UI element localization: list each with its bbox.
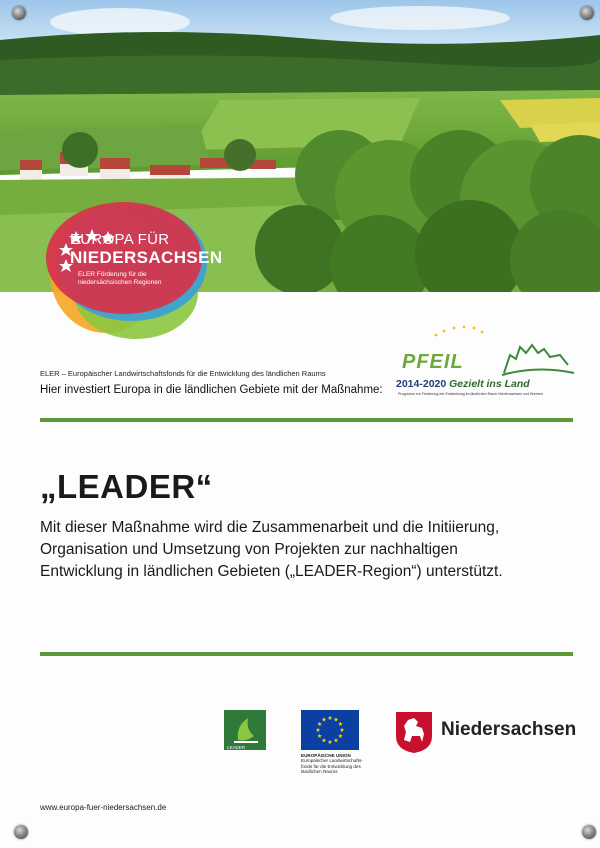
eu-star-icon — [338, 734, 343, 738]
pfeil-tagline: Gezielt ins Land — [449, 378, 530, 390]
leader-logo — [224, 710, 266, 750]
divider-rule-top — [40, 418, 573, 422]
corner-screw — [14, 825, 28, 839]
divider-rule-bottom — [40, 652, 573, 656]
eu-title: EUROPÄISCHE UNION — [301, 753, 351, 758]
eu-star-icon — [328, 740, 333, 744]
eu-caption-line: Europäischer Landwirtschafts- — [301, 758, 363, 764]
eu-star-icon — [334, 717, 339, 721]
eu-star-icon — [334, 738, 339, 742]
pfeil-wordmark: PFEIL — [402, 351, 464, 373]
badge-line3: ELER Förderung für die — [78, 271, 147, 278]
eu-caption — [301, 753, 371, 775]
footer-url: www.europa-fuer-niedersachsen.de — [40, 803, 167, 812]
corner-screw — [580, 6, 594, 20]
measure-line: Entwicklung in ländlichen Gebieten („LEADER-Region“) unterstützt. — [40, 563, 503, 580]
badge-line1: EUROPA FÜR — [70, 231, 170, 248]
eu-star-icon — [316, 728, 321, 732]
eu-star-icon — [338, 722, 343, 726]
badge-text — [70, 231, 223, 287]
badge-line2: NIEDERSACHSEN — [70, 248, 223, 267]
corner-screw — [12, 6, 26, 20]
eler-fund-name: ELER – Europäischer Landwirtschaftsfonds für die Entwicklung des ländlichen Raums — [40, 369, 326, 378]
eu-star-icon — [317, 722, 322, 726]
pfeil-period — [396, 378, 530, 390]
eu-star-icon — [340, 728, 345, 732]
leader-logo-text: LEADER — [227, 745, 246, 750]
pfeil-years: 2014-2020 — [396, 378, 447, 390]
eu-star-icon — [328, 716, 333, 720]
measure-description — [40, 517, 580, 583]
measure-title: „LEADER“ — [40, 468, 213, 505]
measure-line: Mit dieser Maßnahme wird die Zusammenarbeit und die Initiierung, — [40, 519, 500, 536]
eu-star-icon — [317, 734, 322, 738]
eler-intro: Hier investiert Europa in die ländlichen Gebiete mit der Maßnahme: — [40, 384, 383, 396]
eu-flag-logo — [301, 710, 359, 750]
niedersachsen-wordmark: Niedersachsen — [441, 719, 577, 740]
measure-line: Organisation und Umsetzung von Projekten zur nachhaltigen — [40, 541, 458, 558]
corner-screw — [582, 825, 596, 839]
eu-caption-line: fonds für die Entwicklung des — [301, 763, 361, 769]
eu-star-icon — [322, 717, 327, 721]
niedersachsen-horse-icon — [394, 710, 434, 754]
badge-subtitle — [78, 271, 210, 287]
badge-line4: niedersächsischen Regionen — [78, 279, 162, 286]
eu-star-icon — [322, 738, 327, 742]
eu-caption-line: ländlichen Raums — [301, 769, 338, 775]
pfeil-program-name: Programm zur Förderung der Entwicklung im ländlichen Raum Niedersachsen und Bremen — [398, 392, 543, 396]
